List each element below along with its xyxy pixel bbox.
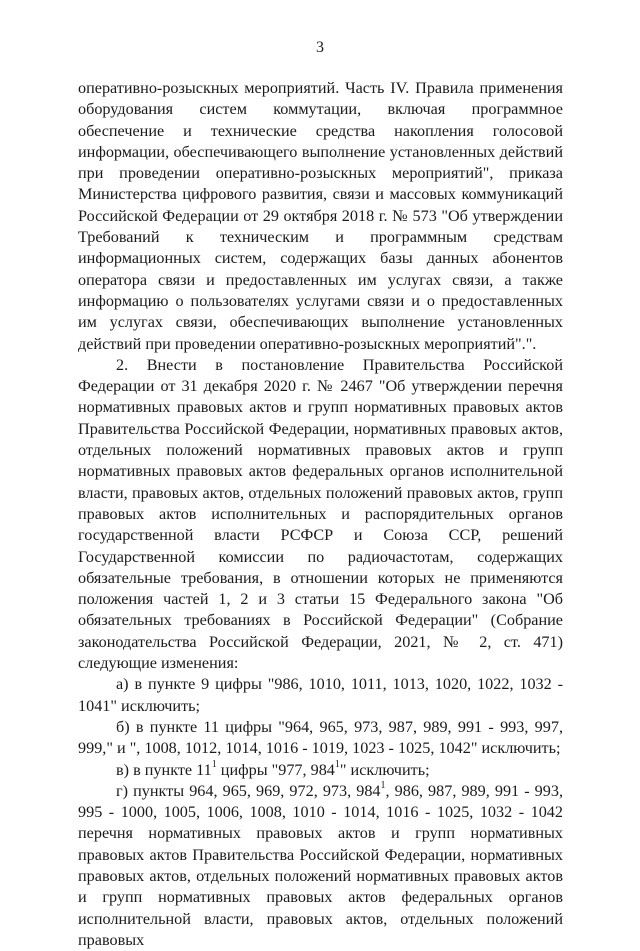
list-item-v [78,760,563,781]
list-item-b: б) в пункте 11 цифры "964, 965, 973, 987, 989, 991 - 993, 997, 999," и ", 1008, 1012, 1014, 1016 - 1019, 1023 - 1025, 1042" исключить; [78,717,563,758]
page-number: 3 [316,39,324,56]
item-v-text-start: в) в пункте 11 [116,760,212,779]
paragraph-continuation: оперативно-розыскных мероприятий. Часть IV. Правила применения оборудования систем коммутации, включая программное обеспечение и технические средства накопления голосовой информации, обеспечивающего выполнение установленных действий при проведении оперативно-розыскных мероприятий", приказа Министерства цифрового развития, связи и массовых коммуникаций Российской Федерации от 29 октября 2018 г. № 573 "Об утверждении Требований к техническим и программным средствам информационных систем, содержащих базы данных абонентов оператора связи и предоставленных им услугах связи, а также информацию о пользователях услугами связи и о предоставленных им услугах связи, обеспечивающих выполнение установленных действий при проведении оперативно-розыскных мероприятий".". [78,79,563,353]
item-g-text-end: , 986, 987, 989, 991 - 993, 995 - 1000, 1005, 1006, 1008, 1010 - 1014, 1016 - 1025, 1032 - 1042 перечня нормативных правовых актов и групп нормативных правовых актов Правительства Российской Федерации, нормативных правовых актов, отдельных положений нормативных правовых актов и групп нормативных правовых актов федеральных органов исполнительной власти, правовых актов, отдельных положений правовых [78,781,564,949]
superscript-1: 1 [334,759,340,771]
superscript-1: 1 [211,759,217,771]
superscript-1: 1 [380,780,386,792]
document-body [78,78,563,951]
item-v-text-end: " исключить; [339,760,430,779]
item-g-text-start: г) пункты 964, 965, 969, 972, 973, 984 [116,781,381,800]
list-item-a: а) в пункте 9 цифры "986, 1010, 1011, 1013, 1020, 1022, 1032 - 1041" исключить; [78,675,563,715]
item-v-text-middle: цифры "977, 984 [216,760,335,779]
paragraph-section-2: 2. Внести в постановление Правительства Российской Федерации от 31 декабря 2020 г. № 2467 "Об утверждении перечня нормативных правовых актов и групп нормативных правовых актов Правительства Российской Федерации, нормативных правовых актов, отдельных положений нормативных правовых актов и групп нормативных правовых актов федеральных органов исполнительной власти, правовых актов, отдельных положений правовых актов, групп правовых актов исполнительных и распорядительных органов государственной власти РСФСР и Союза ССР, решений Государственной комиссии по радиочастотам, содержащих обязательные требования, в отношении которых не применяются положения частей 1, 2 и 3 статьи 15 Федерального закона "Об обязательных требованиях в Российской Федерации" (Собрание законодательства Российской Федерации, 2021, № 2, ст. 471) следующие изменения: [78,355,563,673]
list-item-g [78,781,563,951]
